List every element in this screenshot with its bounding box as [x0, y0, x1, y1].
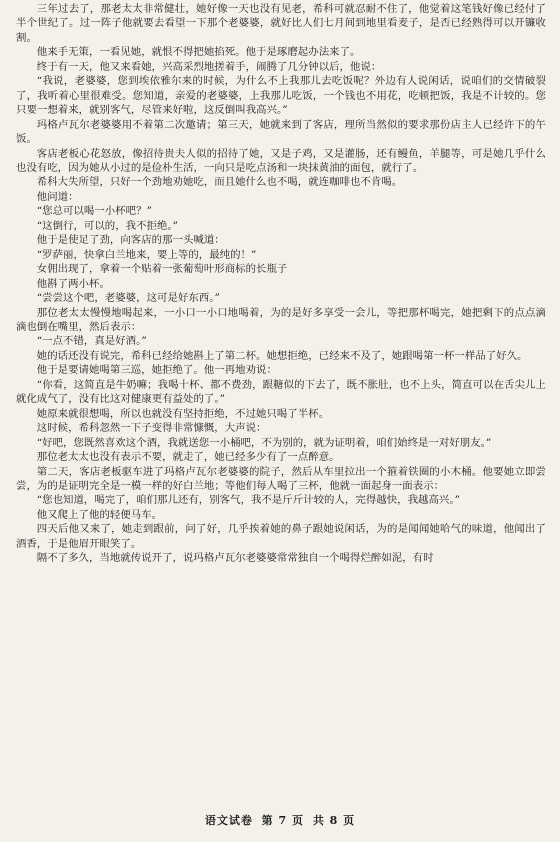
footer-subject: 语文试卷: [204, 814, 253, 827]
paragraph-18: 她的话还没有说完，希科已经给她斟上了第二杯。她想拒绝，已经来不及了，她跟喝第一杯一样品了好久。: [36, 349, 528, 362]
paragraph-19: 他于是要请她喝第三巡，她拒绝了。他一再地劝说：: [36, 364, 277, 377]
paragraph-16: 那位老太太慢慢地喝起来，一小口一小口地喝着，为的是好多享受一会儿，等把那杯喝完，她把剩下的点点滴滴也倒在嘴里，然后表示：: [16, 306, 546, 333]
paragraph-26: “您也知道，喝完了，咱们那儿还有，别客气，我不是斤斤计较的人，完得越快，我越高兴。”: [36, 494, 460, 507]
paragraph-22: 这时候，希科忽然一下子变得非常慷慨，大声说：: [36, 422, 267, 435]
paragraph-2: 他来手无策，一看见她，就恨不得把她掐死。他于是琢磨起办法来了。: [36, 46, 361, 59]
footer-total-pages: 共 8 页: [312, 814, 356, 827]
paragraph-23: “好吧，您既然喜欢这个酒，我就送您一小桶吧，不为别的，就为证明着，咱们始终是一对好朋友。”: [36, 436, 492, 449]
paragraph-7: 希科大失所望，只好一个劲地劝她吃，而且她什么也不喝，就连咖啡也不肯喝。: [36, 176, 403, 189]
paragraph-28: 四天后他又来了，她走到跟前，问了好，几乎挨着她的鼻子跟她说闲话，为的是闻闻她哈气的味道，他闻出了酒香，于是他眉开眼笑了。: [16, 523, 546, 550]
paragraph-21: 她原来就很想喝，所以也就没有坚持拒绝，不过她只喝了半杯。: [36, 407, 330, 420]
paragraph-13: 女佣出现了，拿着一个贴着一张葡萄叶形商标的长瓶子: [36, 263, 288, 276]
page-footer: [0, 812, 560, 828]
passage-text: [16, 2, 546, 566]
paragraph-8: 他问道：: [36, 190, 79, 203]
paragraph-3: 终于有一天，他又来看她，兴高采烈地搓着手，闹腾了几分钟以后，他说：: [36, 60, 382, 73]
paragraph-4: “我说，老婆婆，您到埃依雅尔来的时候，为什么不上我那儿去吃饭呢？外边有人说闲话，说咱们的交情破裂了，我听着心里很难受。您知道，亲爱的老婆婆，上我那儿吃饭，一个钱也不用花，吃顿把饭，我是不计较的。您只要一想着来，就别客气，尽管来好啦，这反倒叫我高兴。”: [16, 75, 546, 117]
paragraph-14: 他斟了两小杯。: [36, 277, 110, 290]
paragraph-1: 三年过去了，那老太太非常健壮，她好像一天也没有见老，希科可就忍耐不住了，他觉着这笔钱好像已经付了半个世纪了。过一阵子他就要去看望一下那个老婆婆，就好比人们七月间到地里看麦子，是否已经熟得可以开镰收割。: [16, 3, 546, 44]
paragraph-15: “尝尝这个吧，老婆婆，这可是好东西。”: [36, 292, 220, 305]
paragraph-11: 他于是使足了劲，向客店的那一头喊道：: [36, 234, 225, 247]
paragraph-24: 那位老太太也没有表示不要，就走了，她已经多少有了一点醉意。: [36, 451, 340, 464]
paragraph-29: 隔不了多久，当地就传说开了，说玛格卢瓦尔老婆婆常常独自一个喝得烂醉如泥，有时: [36, 552, 434, 565]
paragraph-9: “您总可以喝一小杯吧？”: [36, 205, 152, 218]
paragraph-6: 客店老板心花怒放，像招待贵夫人似的招待了她，又是子鸡，又是灌肠，还有鳗鱼，羊腿等，可是她几乎什么也没有吃，因为她从小过的是俭朴生活，一向只是吃点汤和一块抹黄油的面包，就行了。: [16, 147, 546, 174]
footer-page-number: 第 7 页: [261, 814, 304, 827]
paragraph-25: 第二天，客店老板驱车进了玛格卢瓦尔老婆婆的院子，然后从车里拉出一个箍着铁圈的小木桶。他要她立即尝尝，为的是证明完全是一模一样的好白兰地；等他们每人喝了三杯，他就一面起身一面表示：: [16, 465, 546, 492]
paragraph-17: “一点不错，真是好酒。”: [36, 335, 147, 348]
paragraph-5: 玛格卢瓦尔老婆婆用不着第二次邀请；第三天，她就来到了客店，理所当然似的要求那份店主人已经许下的午饭。: [16, 118, 546, 146]
paragraph-27: 他又爬上了他的轻便马车。: [36, 508, 163, 521]
paragraph-12: “罗萨丽，快拿白兰地来，要上等的，最纯的！”: [36, 248, 257, 261]
paragraph-20: “你看，这简直是牛奶嘛；我喝十杯、都不费劲，跟糖似的下去了，既不胀肚，也不上头，简直可以在舌尖儿上就化成气了，没有比这对健康更有益处的了。”: [16, 378, 546, 406]
paragraph-10: “这倒行，可以的，我不拒绝。”: [36, 219, 179, 232]
